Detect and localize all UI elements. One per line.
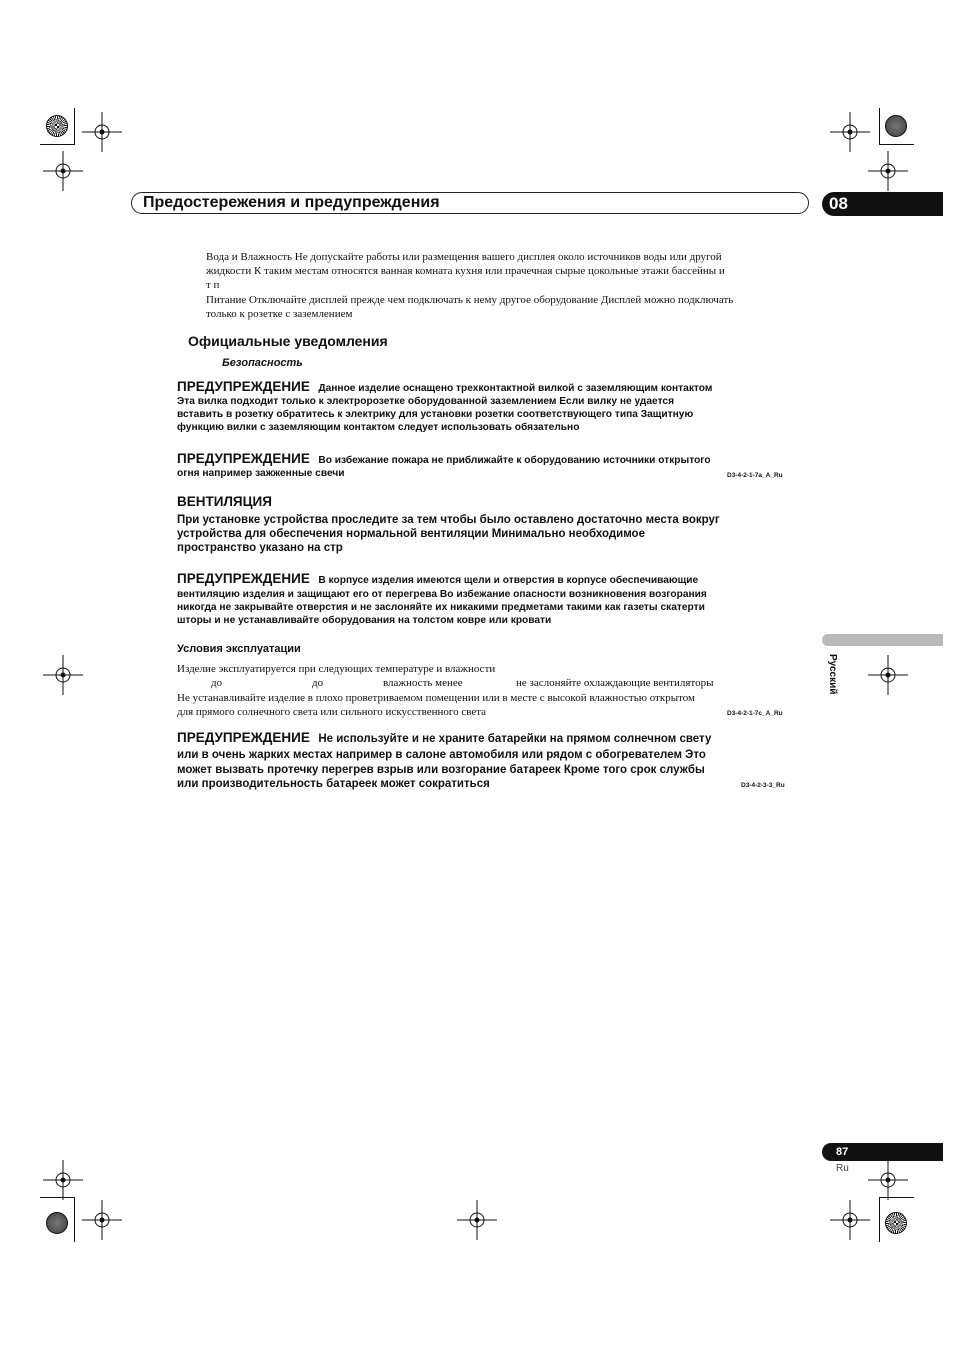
language-label: Русский	[827, 654, 838, 695]
crosshair-icon	[830, 1200, 870, 1240]
crosshair-icon	[868, 1160, 908, 1200]
conditions-do-1: до	[211, 677, 223, 689]
conditions-line-3: Не устанавливайте изделие в плохо проветриваемом помещении или в месте с высокой влажностью открытом	[177, 692, 695, 704]
registration-disc-icon	[46, 1212, 68, 1234]
registration-disc-icon	[885, 1212, 907, 1234]
crosshair-icon	[82, 1200, 122, 1240]
registration-disc-icon	[885, 115, 907, 137]
official-heading: Официальные уведомления	[188, 333, 388, 349]
warning1-line-1: Эта вилка подходит только к электророзетке оборудованной заземлением Если вилку не удается	[177, 396, 675, 407]
water-line-2: жидкости К таким местам относятся ванная комната кухня или прачечная сырые цокольные этажи бассейны и	[206, 265, 725, 277]
registration-disc-icon	[46, 115, 68, 137]
warning-text: В корпусе изделия имеются щели и отверстия в корпусе обеспечивающие	[318, 575, 699, 586]
crosshair-icon	[43, 655, 83, 695]
warning1-line-2: вставить в розетку обратитесь к электрику для установки розетки соответствующего типа Защитную	[177, 409, 694, 420]
conditions-fans: не заслоняйте охлаждающие вентиляторы	[516, 677, 714, 689]
crosshair-icon	[868, 151, 908, 191]
warning-text: Не используйте и не храните батарейки на прямом солнечном свету	[318, 733, 712, 745]
crosshair-icon	[43, 151, 83, 191]
doc-code: D3-4-2-1-7a_A_Ru	[727, 472, 783, 479]
ventilation-line-3: пространство указано на стр	[177, 542, 343, 554]
warning4-line-2: может вызвать протечку перегрев взрыв или возгорание батареек Кроме того срок службы	[177, 764, 705, 776]
conditions-heading: Условия эксплуатации	[177, 643, 301, 655]
crosshair-icon	[82, 112, 122, 152]
water-line-1: Вода и Влажность Не допускайте работы или размещения вашего дисплея около источников воды или другой	[206, 251, 722, 263]
warning-block-4	[177, 729, 711, 747]
page-title: Предостережения и предупреждения	[143, 194, 440, 211]
chapter-number: 08	[829, 194, 848, 213]
warning-block-3	[177, 570, 698, 588]
warning-label: ПРЕДУПРЕЖДЕНИЕ	[177, 730, 310, 745]
crosshair-icon	[457, 1200, 497, 1240]
conditions-humidity: влажность менее	[383, 677, 463, 689]
doc-code: D3-4-2-1-7c_A_Ru	[727, 710, 783, 717]
warning4-line-1: или в очень жарких местах например в салоне автомобиля или рядом с обогревателем Это	[177, 749, 706, 761]
warning4-line-3: или производительность батареек может сократиться	[177, 778, 490, 790]
crosshair-icon	[43, 1160, 83, 1200]
warning3-line-2: никогда не закрывайте отверстия и не заслоняйте их никакими предметами такими как газеты скатерти	[177, 602, 705, 613]
conditions-do-2: до	[312, 677, 324, 689]
warning-block-2	[177, 450, 711, 468]
page-language-code: Ru	[836, 1163, 849, 1174]
warning-label: ПРЕДУПРЕЖДЕНИЕ	[177, 571, 310, 586]
ventilation-line-2: устройства для обеспечения нормальной вентиляции Минимально необходимое	[177, 528, 645, 540]
ventilation-line-1: При установке устройства проследите за тем чтобы было оставлено достаточно места вокруг	[177, 514, 720, 526]
warning-label: ПРЕДУПРЕЖДЕНИЕ	[177, 451, 310, 466]
water-line-3: т п	[206, 279, 220, 291]
conditions-line-1: Изделие эксплуатируется при следующих температуре и влажности	[177, 663, 496, 675]
warning1-line-3: функцию вилки с заземляющим контактом следует использовать обязательно	[177, 422, 580, 433]
page-number: 87	[836, 1146, 849, 1158]
crosshair-icon	[868, 655, 908, 695]
warning-label: ПРЕДУПРЕЖДЕНИЕ	[177, 379, 310, 394]
crosshair-icon	[830, 112, 870, 152]
language-tab	[822, 634, 943, 646]
warning2-line-2: огня например зажженные свечи	[177, 468, 345, 479]
power-line-1: Питание Отключайте дисплей прежде чем подключать к нему другое оборудование Дисплей можно подключать	[206, 294, 734, 306]
warning-text: Во избежание пожара не приближайте к оборудованию источники открытого	[318, 455, 711, 466]
safety-subheading: Безопасность	[222, 357, 303, 369]
warning-block-1	[177, 378, 712, 396]
warning3-line-1: вентиляцию изделия и защищают его от перегрева Во избежание опасности возникновения возгорания	[177, 589, 707, 600]
power-line-2: только к розетке с заземлением	[206, 308, 353, 320]
ventilation-heading: ВЕНТИЛЯЦИЯ	[177, 494, 272, 509]
warning3-line-3: шторы и не устанавливайте оборудования на толстом ковре или кровати	[177, 615, 552, 626]
warning-text: Данное изделие оснащено трехконтактной вилкой с заземляющим контактом	[318, 383, 713, 394]
doc-code: D3-4-2-3-3_Ru	[741, 782, 785, 789]
conditions-line-4: для прямого солнечного света или сильного искусственного света	[177, 706, 487, 718]
